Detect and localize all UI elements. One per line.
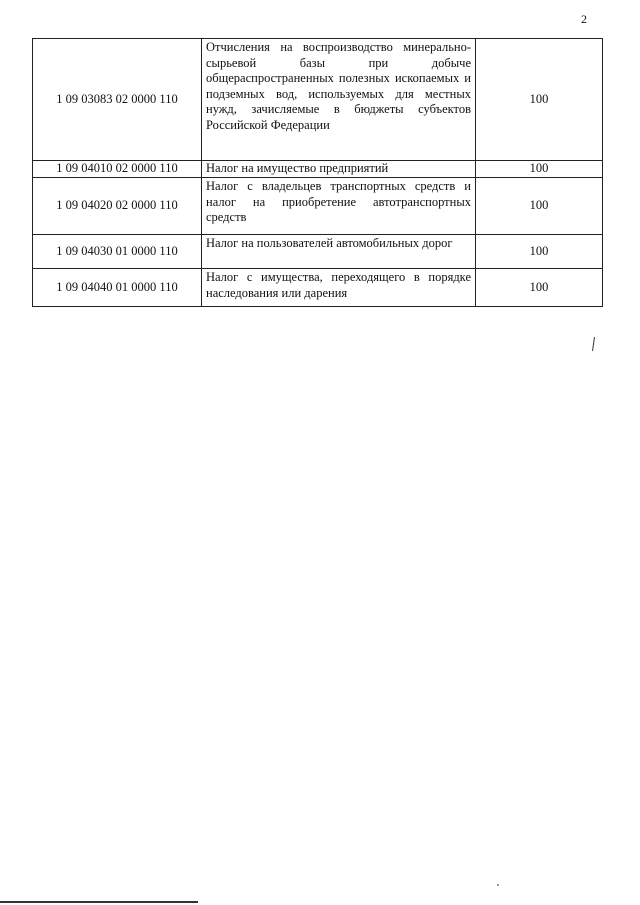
description-cell: Отчисления на воспроизводство минерально-сырьевой базы при добыче общераспространенных полезных ископаемых и подземных вод, используемых для местных нужд, зачисляемые в бюджеты субъектов Российской Федерации — [202, 39, 476, 161]
revenue-code-table — [32, 38, 603, 307]
norm-cell: 100 — [476, 39, 603, 161]
page-bottom-edge-line — [0, 901, 198, 903]
description-cell: Налог с владельцев транспортных средств и налог на приобретение автотранспортных средств — [202, 178, 476, 235]
scan-artifact-dot — [497, 884, 499, 886]
revenue-code-cell: 1 09 03083 02 0000 110 — [33, 39, 202, 161]
scan-artifact-mark — [592, 337, 595, 351]
revenue-code-cell: 1 09 04020 02 0000 110 — [33, 178, 202, 235]
norm-cell: 100 — [476, 269, 603, 307]
description-cell: Налог на имущество предприятий — [202, 161, 476, 178]
table-row — [33, 39, 603, 161]
norm-cell: 100 — [476, 178, 603, 235]
table-row — [33, 178, 603, 235]
page-number: 2 — [581, 12, 587, 26]
table-row — [33, 235, 603, 269]
revenue-code-cell: 1 09 04010 02 0000 110 — [33, 161, 202, 178]
norm-cell: 100 — [476, 161, 603, 178]
revenue-code-cell: 1 09 04030 01 0000 110 — [33, 235, 202, 269]
table-row — [33, 161, 603, 178]
table-row — [33, 269, 603, 307]
revenue-code-cell: 1 09 04040 01 0000 110 — [33, 269, 202, 307]
description-cell: Налог на пользователей автомобильных дорог — [202, 235, 476, 269]
description-cell: Налог с имущества, переходящего в порядке наследования или дарения — [202, 269, 476, 307]
norm-cell: 100 — [476, 235, 603, 269]
